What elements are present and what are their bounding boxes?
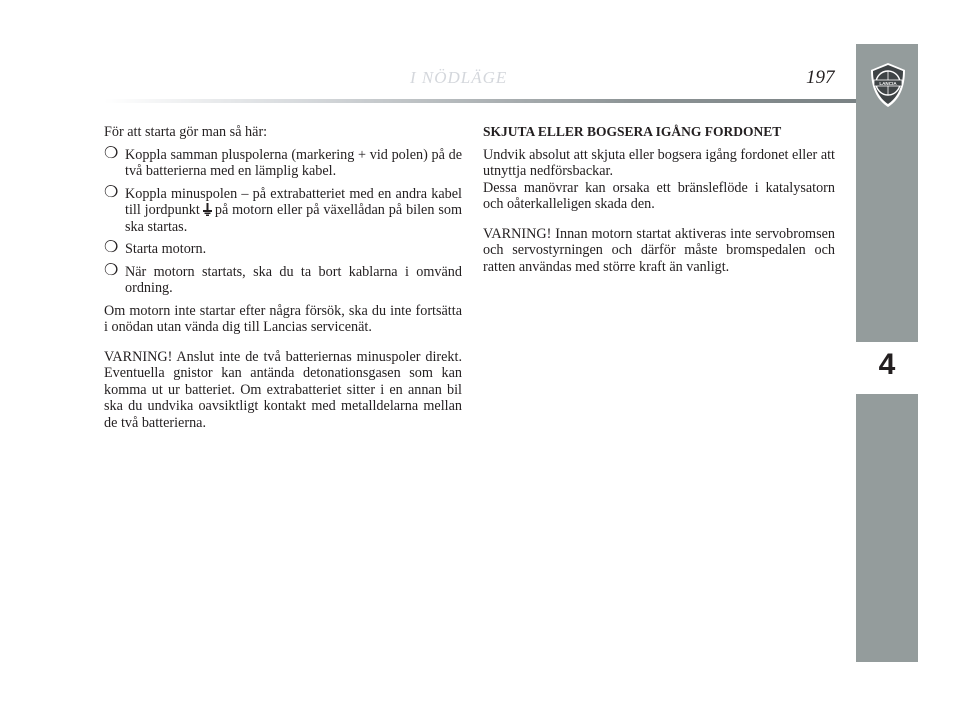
header-title: I NÖDLÄGE [410,68,508,87]
ground-point-icon [203,203,212,216]
bullet-icon: ❍ [104,239,119,256]
step-start-engine [104,241,462,258]
intro-text: För att starta gör man så här: [104,124,268,140]
bullet-icon: ❍ [104,183,119,201]
step-text-before: Koppla minuspolen – på extrabatteriet med en andra kabel till jordpunkt [125,185,462,218]
step-text: Starta motorn. [125,241,207,257]
right-column [483,124,835,281]
lancia-logo-icon [869,62,907,108]
warning-paragraph: VARNING! Innan motorn startat aktiveras inte servobromsen och servostyrningen och därför måste bromspedalen och ratten användas med större kraft än vanligt. [483,225,835,275]
step-connect-negative [104,183,462,236]
warning-paragraph: VARNING! Anslut inte de två batteriernas minuspoler direkt. Eventuella gnistor kan antända detonationsgasen som kan komma ut ur batteriet. Om extrabatteriet sitter i en annan bil ska du undvika oavsiktligt kontakt med metalldelarna mellan de två batterierna. [104,348,462,431]
header-rule [104,99,856,103]
note-paragraph: Om motorn inte startar efter några försök, ska du inte fortsätta i onödan utan vända dig till Lancias servicenät. [104,302,462,335]
logo-text: LANCIA [879,81,897,86]
left-column [104,124,462,437]
paragraph: Dessa manövrar kan orsaka ett bränsleflöde i katalysatorn och oåterkalleligen skada den. [483,179,835,212]
page-number: 197 [806,67,835,88]
start-steps-list [104,144,462,297]
paragraph: Undvik absolut att skjuta eller bogsera igång fordonet eller att utnyttja nedförsbackar. [483,146,835,179]
step-text-after: på motorn eller på växellådan på bilen som ska startas. [125,202,462,235]
chapter-number: 4 [878,348,896,381]
bullet-icon: ❍ [104,144,119,162]
step-connect-positive [104,144,462,180]
step-remove-cables [104,261,462,297]
bullet-icon: ❍ [104,261,119,279]
section-heading: SKJUTA ELLER BOGSERA IGÅNG FORDONET [483,124,782,139]
step-text: Koppla samman pluspolerna (markering + vid polen) på de två batterierna med en lämplig kabel. [125,146,462,179]
step-text: När motorn startats, ska du ta bort kablarna i omvänd ordning. [125,263,462,296]
